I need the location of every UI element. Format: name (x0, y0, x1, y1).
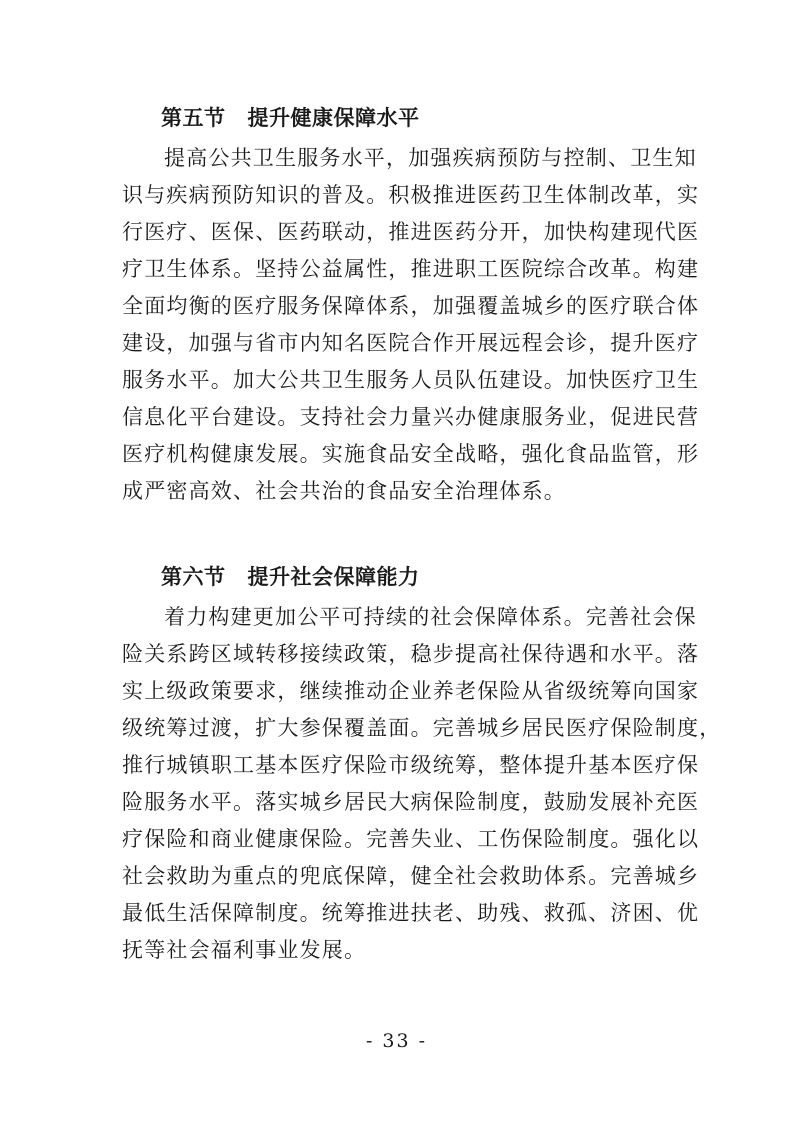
paragraph-line: 信息化平台建设。支持社会力量兴办健康服务业，促进民营 (122, 405, 700, 429)
section-paragraph-5 (122, 140, 700, 510)
paragraph-line: 全面均衡的医疗服务保障体系，加强覆盖城乡的医疗联合体 (122, 294, 700, 318)
paragraph-line: 行医疗、医保、医药联动，推进医药分开，加快构建现代医 (122, 220, 700, 244)
paragraph-line: 级统筹过渡，扩大参保覆盖面。完善城乡居民医疗保险制度， (122, 716, 722, 740)
paragraph-line: 实上级政策要求，继续推动企业养老保险从省级统筹向国家 (122, 679, 700, 703)
paragraph-line: 提高公共卫生服务水平，加强疾病预防与控制、卫生知 (164, 146, 697, 170)
paragraph-line: 险服务水平。落实城乡居民大病保险制度，鼓励发展补充医 (122, 790, 700, 814)
paragraph-line: 社会救助为重点的兜底保障，健全社会救助体系。完善城乡 (122, 864, 700, 888)
paragraph-line: 医疗机构健康发展。实施食品安全战略，强化食品监管，形 (122, 442, 700, 466)
section-paragraph-6 (122, 599, 722, 969)
paragraph-line: 最低生活保障制度。统筹推进扶老、助残、救孤、济困、优 (122, 901, 700, 925)
section-number: 第五节 (161, 106, 226, 130)
paragraph-line: 成严密高效、社会共治的食品安全治理体系。 (122, 479, 566, 503)
section-title: 提升健康保障水平 (247, 106, 420, 130)
section-heading-6 (161, 563, 420, 591)
paragraph-line: 险关系跨区域转移接续政策，稳步提高社保待遇和水平。落 (122, 642, 700, 666)
section-heading-5 (161, 104, 420, 132)
section-title: 提升社会保障能力 (247, 565, 420, 589)
section-number: 第六节 (161, 565, 226, 589)
paragraph-line: 推行城镇职工基本医疗保险市级统筹，整体提升基本医疗保 (122, 753, 700, 777)
paragraph-line: 服务水平。加大公共卫生服务人员队伍建设。加快医疗卫生 (122, 368, 700, 392)
paragraph-line: 疗保险和商业健康保险。完善失业、工伤保险制度。强化以 (122, 827, 700, 851)
paragraph-line: 建设，加强与省市内知名医院合作开展远程会诊，提升医疗 (122, 331, 700, 355)
paragraph-line: 着力构建更加公平可持续的社会保障体系。完善社会保 (164, 605, 697, 629)
paragraph-line: 疗卫生体系。坚持公益属性，推进职工医院综合改革。构建 (122, 257, 700, 281)
paragraph-line: 抚等社会福利事业发展。 (122, 938, 367, 962)
paragraph-line: 识与疾病预防知识的普及。积极推进医药卫生体制改革，实 (122, 183, 700, 207)
page-number: - 33 - (365, 1030, 428, 1052)
